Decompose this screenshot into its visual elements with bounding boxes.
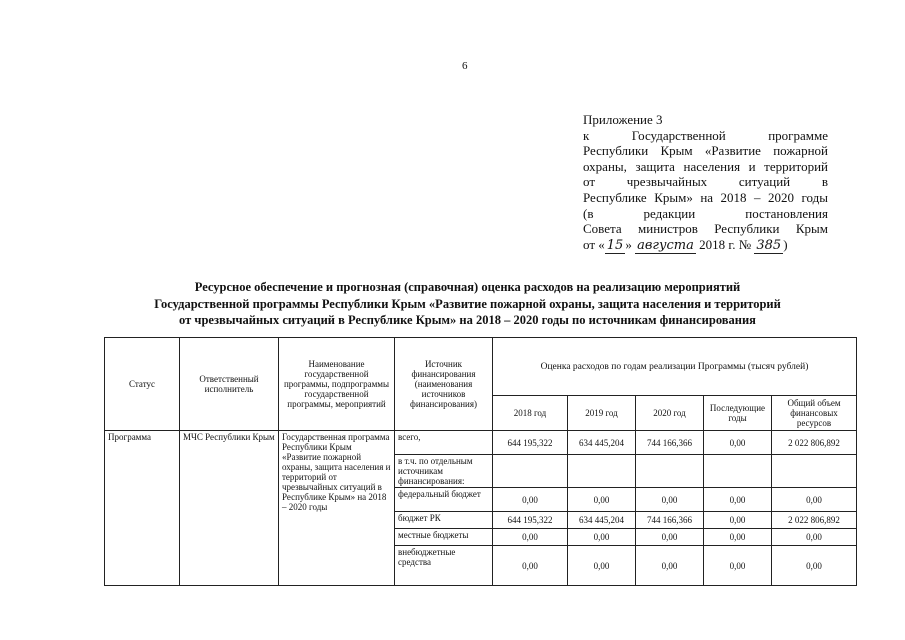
document-title <box>100 279 835 329</box>
value-cell: 0,00 <box>704 546 772 586</box>
title-line: Государственной программы Республики Крым «Развитие пожарной охраны, защита населения и территорий <box>154 296 781 311</box>
handwritten-day: 15 <box>606 237 624 253</box>
appendix-line: Приложение 3 <box>583 112 663 127</box>
value-cell <box>568 455 636 488</box>
value-cell: 634 445,204 <box>568 431 636 455</box>
value-cell <box>704 455 772 488</box>
value-cell: 2 022 806,892 <box>772 431 857 455</box>
value-cell: 0,00 <box>704 431 772 455</box>
appendix-block <box>583 112 828 253</box>
date-close: ) <box>783 236 788 252</box>
source-cell: местные бюджеты <box>395 529 493 546</box>
appendix-line: охраны, защита населения и территорий <box>583 158 828 174</box>
value-cell: 0,00 <box>704 529 772 546</box>
header-estimate: Оценка расходов по годам реализации Программы (тысяч рублей) <box>493 338 857 396</box>
appendix-line: (в редакции постановления <box>583 205 828 221</box>
value-cell: 0,00 <box>568 546 636 586</box>
handwritten-number: 385 <box>756 237 782 253</box>
value-cell: 0,00 <box>636 529 704 546</box>
value-cell: 634 445,204 <box>568 512 636 529</box>
appendix-date-line <box>583 237 828 254</box>
value-cell <box>493 455 568 488</box>
appendix-line: Республики Крым «Развитие пожарной <box>583 143 828 159</box>
title-line: от чрезвычайных ситуаций в Республике Крым» на 2018 – 2020 годы по источникам финансирования <box>179 313 756 327</box>
header-2020: 2020 год <box>636 396 704 431</box>
header-source: Источник финансирования (наименования источников финансирования) <box>395 338 493 431</box>
value-cell: 0,00 <box>568 529 636 546</box>
table-row <box>105 431 857 455</box>
value-cell: 0,00 <box>772 546 857 586</box>
value-cell: 0,00 <box>493 529 568 546</box>
program-name: Государственная программа Республики Крым «Развитие пожарной охраны, защита населения и территорий от чрезвычайных ситуаций в Республике Крым» на 2018 – 2020 годы <box>279 431 395 586</box>
value-cell: 644 195,322 <box>493 431 568 455</box>
date-mid: » <box>625 236 632 252</box>
value-cell <box>772 455 857 488</box>
header-2019: 2019 год <box>568 396 636 431</box>
value-cell <box>636 455 704 488</box>
value-cell: 644 195,322 <box>493 512 568 529</box>
source-cell: всего, <box>395 431 493 455</box>
header-later: Последующие годы <box>704 396 772 431</box>
page-number: 6 <box>462 60 468 72</box>
header-status: Статус <box>105 338 180 431</box>
value-cell: 744 166,366 <box>636 512 704 529</box>
program-executor: МЧС Республики Крым <box>180 431 279 586</box>
header-2018: 2018 год <box>493 396 568 431</box>
header-name: Наименование государственной программы, подпрограммы государственной программы, мероприятий <box>279 338 395 431</box>
value-cell: 0,00 <box>704 488 772 512</box>
date-prefix: от « <box>583 236 605 252</box>
date-year: 2018 г. № <box>699 236 752 252</box>
source-cell: бюджет РК <box>395 512 493 529</box>
appendix-line: к Государственной программе <box>583 127 828 143</box>
value-cell: 0,00 <box>493 546 568 586</box>
value-cell: 0,00 <box>636 488 704 512</box>
header-total: Общий объем финансовых ресурсов <box>772 396 857 431</box>
resource-table <box>104 337 857 586</box>
source-cell: внебюджетные средства <box>395 546 493 586</box>
appendix-line: от чрезвычайных ситуаций в <box>583 174 828 190</box>
value-cell: 0,00 <box>772 488 857 512</box>
appendix-line: Совета министров Республики Крым <box>583 221 828 237</box>
value-cell: 0,00 <box>636 546 704 586</box>
value-cell: 2 022 806,892 <box>772 512 857 529</box>
value-cell: 0,00 <box>704 512 772 529</box>
source-cell: федеральный бюджет <box>395 488 493 512</box>
value-cell: 0,00 <box>772 529 857 546</box>
source-cell: в т.ч. по отдельным источникам финансирования: <box>395 455 493 488</box>
value-cell: 0,00 <box>568 488 636 512</box>
appendix-line: Республике Крым» на 2018 – 2020 годы <box>583 189 828 205</box>
value-cell: 744 166,366 <box>636 431 704 455</box>
header-executor: Ответственный исполнитель <box>180 338 279 431</box>
title-line: Ресурсное обеспечение и прогнозная (справочная) оценка расходов на реализацию мероприятий <box>194 280 741 294</box>
handwritten-month: августа <box>637 237 694 253</box>
program-status: Программа <box>105 431 180 586</box>
value-cell: 0,00 <box>493 488 568 512</box>
